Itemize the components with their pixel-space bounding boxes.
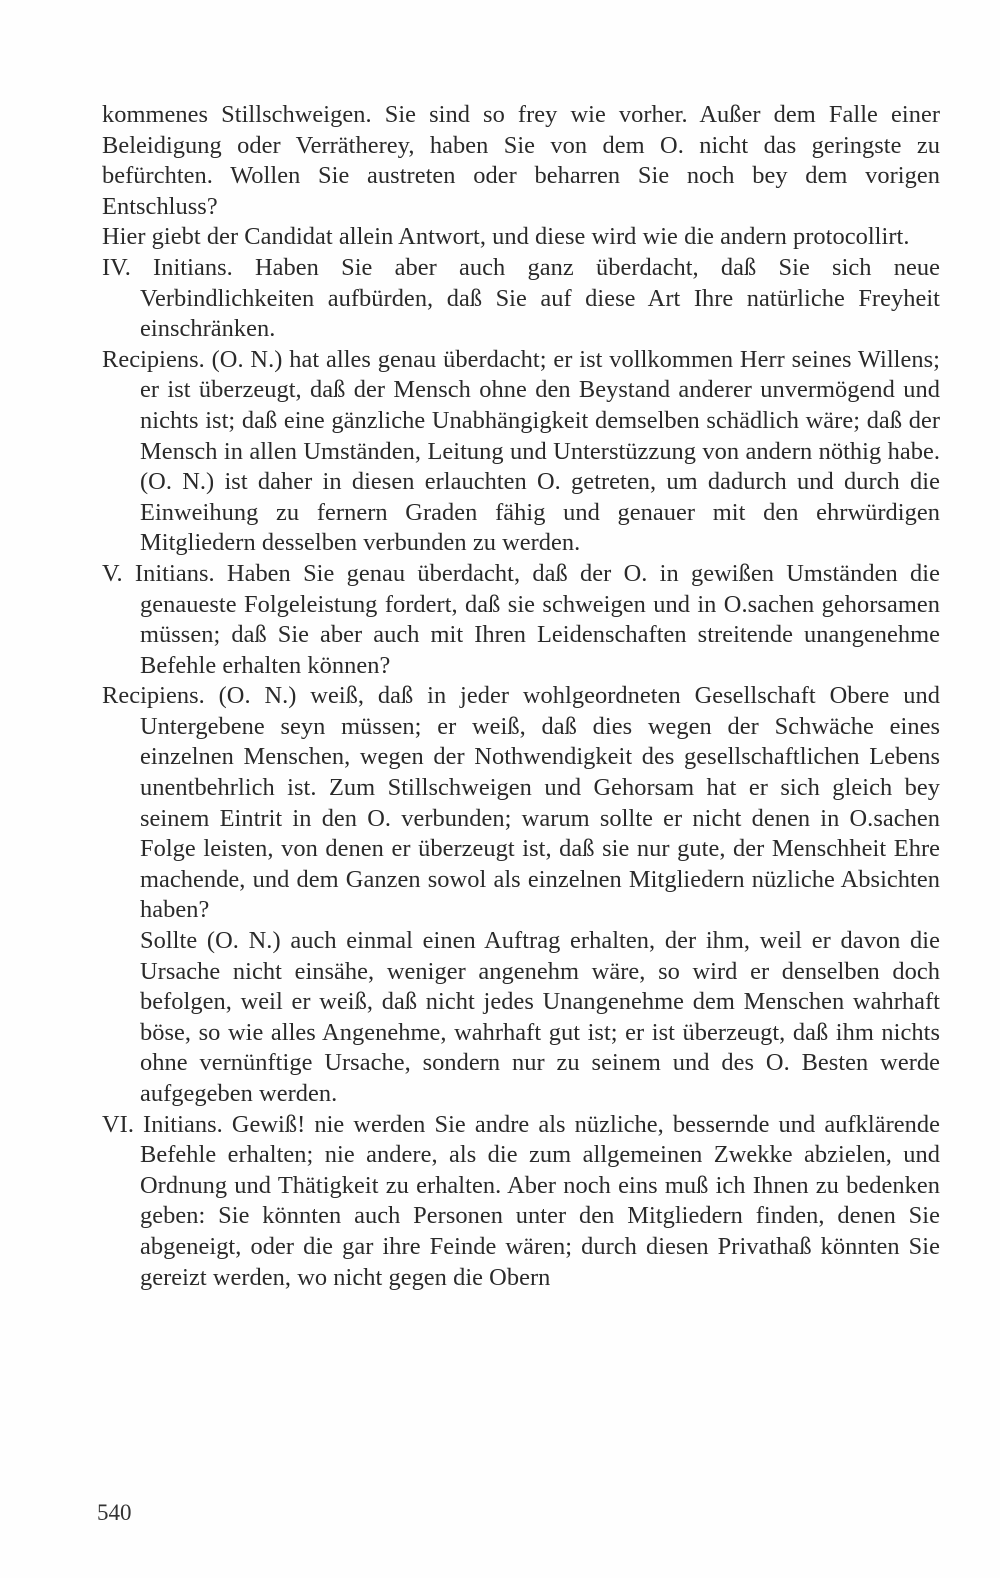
paragraph-sollte: Sollte (O. N.) auch einmal einen Auftrag erhalten, der ihm, weil er davon die Ursache nicht einsähe, weniger angenehm wäre, so wird er denselben doch befolgen, weil er weiß, daß nicht jedes Unangenehme dem Menschen wahrhaft böse, so wie alles Angenehme, wahrhaft gut ist; er ist überzeugt, daß ihm nichts ohne vernünftige Ursache, sondern nur zu seinem und des O. Besten werde aufgegeben werden.	[140, 927, 940, 1107]
paragraph-recipiens: Recipiens. (O. N.) weiß, daß in jeder wohlgeordneten Gesellschaft Obere und Untergebene seyn müssen; er weiß, daß dies wegen der Schwäche eines einzelnen Menschen, wegen der Nothwendigkeit des gesellschaftlichen Lebens unentbehrlich ist. Zum Stillschweigen und Gehorsam hat er sich gleich bey seinem Eintrit in den O. verbunden; warum sollte er nicht denen in O.sachen Folge leisten, von denen er überzeugt ist, daß sie nur gute, der Menschheit Ehre machende, und dem Ganzen sowol als einzelnen Mitgliedern nüzliche Absichten haben?	[102, 682, 940, 924]
paragraph: Hier giebt der Candidat allein Antwort, und diese wird wie die andern protocollirt.	[102, 223, 910, 251]
paragraph-recipiens: Recipiens. (O. N.) hat alles genau überdacht; er ist vollkommen Herr seines Willens; er ist überzeugt, daß der Mensch ohne den Beystand anderer unvermögend und nichts ist; daß eine gänzliche Unabhängigkeit demselben schädlich wäre; daß der Mensch in allen Umständen, Leitung und Unterstüzzung von andern nöthig habe. (O. N.) ist daher in diesen erlauchten O. getreten, um dadurch und durch die Einweihung zu fernern Graden fähig und genauer mit den ehrwürdigen Mitgliedern desselben verbunden zu werden.	[102, 345, 940, 557]
paragraph: kommenes Stillschweigen. Sie sind so frey wie vorher. Außer dem Falle einer Beleidigung oder Verrätherey, haben Sie von dem O. nicht das geringste zu befürchten. Wollen Sie austreten oder beharren Sie noch bey dem vorigen Entschluss?	[102, 101, 940, 220]
paragraph-vi-initians: VI. Initians. Gewiß! nie werden Sie andre als nüzliche, bessernde und aufklärende Befehle erhalten; nie andere, als die zum allgemeinen Zwekke abzielen, und Ordnung und Thätigkeit zu erhalten. Aber noch eins muß ich Ihnen zu bedenken geben: Sie könnten auch Personen unter den Mitgliedern finden, denen Sie abgeneigt, oder die gar ihre Feinde wären; durch diesen Privathaß könnten Sie gereizt werden, wo nicht gegen die Obern	[102, 1110, 940, 1291]
page-number: 540	[97, 1500, 132, 1525]
body-text	[102, 100, 940, 1293]
paragraph-v-initians: V. Initians. Haben Sie genau überdacht, daß der O. in gewißen Umständen die genaueste Folgeleistung fordert, daß sie schweigen und in O.sachen gehorsamen müssen; daß Sie aber auch mit Ihren Leidenschaften streitende unangenehme Befehle erhalten können?	[102, 559, 940, 679]
paragraph-iv-initians: IV. Initians. Haben Sie aber auch ganz überdacht, daß Sie sich neue Verbindlichkeiten aufbürden, daß Sie auf diese Art Ihre natürliche Freyheit einschränken.	[102, 253, 940, 343]
